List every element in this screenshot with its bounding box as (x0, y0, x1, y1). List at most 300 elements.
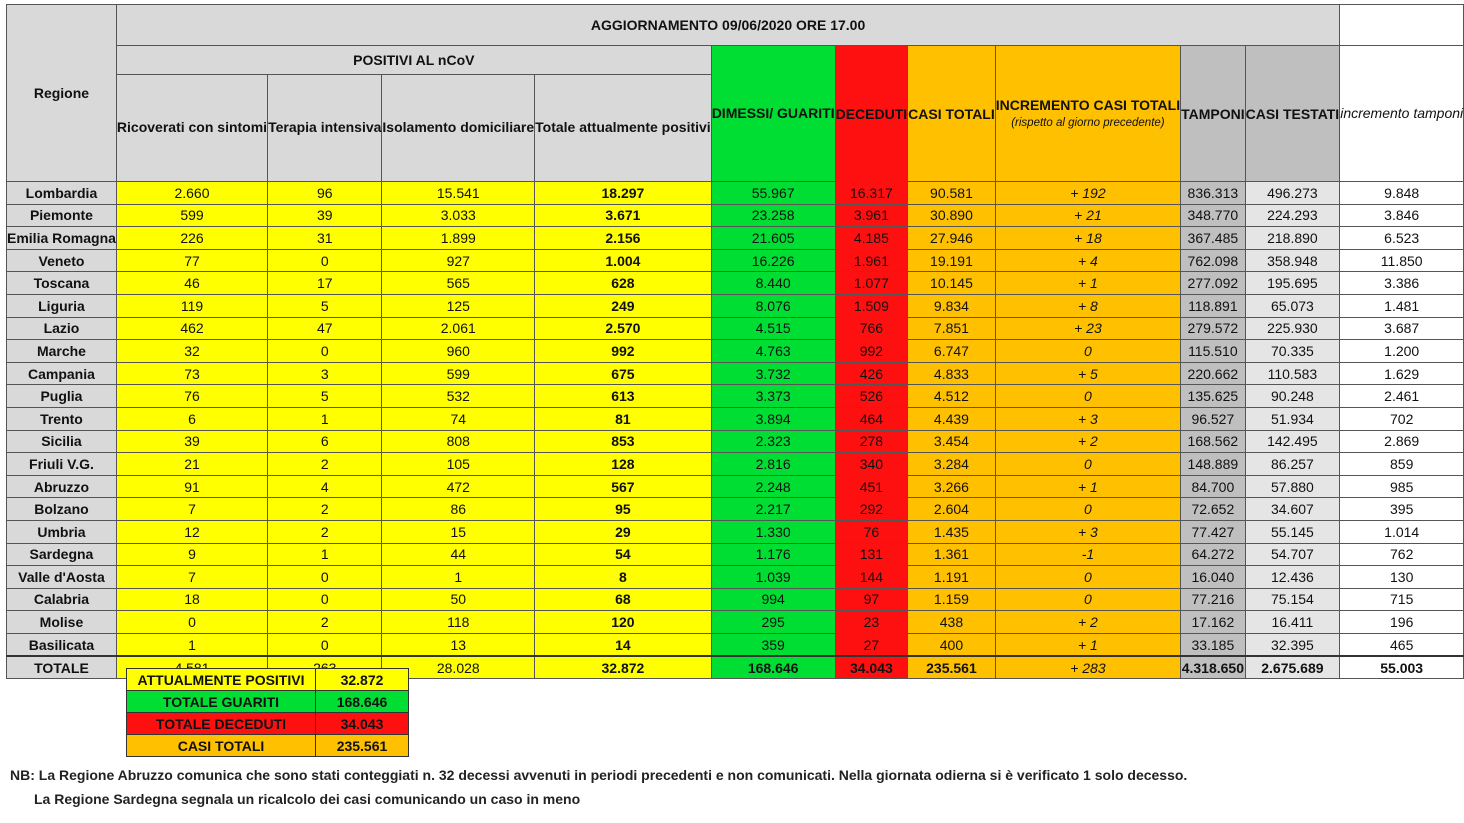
cell-region: Piemonte (7, 204, 117, 227)
cell-deceduti: 464 (835, 407, 908, 430)
summary-table (126, 668, 409, 757)
cell-terapia: 0 (268, 340, 382, 363)
summary-label: ATTUALMENTE POSITIVI (127, 669, 316, 691)
cell-ricoverati: 91 (116, 475, 267, 498)
cell-dimessi: 4.515 (711, 317, 835, 340)
cell-totale-positivi: 567 (535, 475, 712, 498)
cell-isolamento: 125 (382, 294, 535, 317)
cell-casi-testati: 86.257 (1245, 453, 1340, 476)
cell-terapia: 0 (268, 633, 382, 656)
cell-incremento: + 8 (995, 294, 1180, 317)
cell-incremento-tamponi: 465 (1340, 633, 1464, 656)
cell-incremento-tamponi: 130 (1340, 566, 1464, 589)
cell-dimessi: 2.248 (711, 475, 835, 498)
cell-casi-testati: 90.248 (1245, 385, 1340, 408)
cell-terapia: 3 (268, 362, 382, 385)
cell-casi-totali: 9.834 (908, 294, 996, 317)
cell-casi-totali: 4.439 (908, 407, 996, 430)
cell-region: Sardegna (7, 543, 117, 566)
cell-dimessi: 2.323 (711, 430, 835, 453)
cell-terapia: 2 (268, 611, 382, 634)
cell-tamponi: 16.040 (1181, 566, 1246, 589)
cell-deceduti: 4.185 (835, 227, 908, 250)
cell-casi-totali: 7.851 (908, 317, 996, 340)
cell-deceduti: 16.317 (835, 182, 908, 205)
cell-incremento-tamponi: 3.846 (1340, 204, 1464, 227)
summary-value: 235.561 (316, 735, 409, 757)
cell-incremento: + 1 (995, 633, 1180, 656)
cell-casi-totali: 235.561 (908, 656, 996, 679)
cell-incremento-tamponi: 1.629 (1340, 362, 1464, 385)
table-row (7, 453, 1464, 476)
cell-deceduti: 451 (835, 475, 908, 498)
cell-dimessi: 8.076 (711, 294, 835, 317)
cell-ricoverati: 7 (116, 566, 267, 589)
cell-incremento: + 1 (995, 272, 1180, 295)
cell-incremento: + 2 (995, 611, 1180, 634)
cell-casi-totali: 10.145 (908, 272, 996, 295)
cell-isolamento: 13 (382, 633, 535, 656)
cell-isolamento: 15.541 (382, 182, 535, 205)
cell-casi-testati: 16.411 (1245, 611, 1340, 634)
cell-terapia: 6 (268, 430, 382, 453)
cell-casi-totali: 400 (908, 633, 996, 656)
cell-incremento-tamponi: 3.386 (1340, 272, 1464, 295)
header-dimessi: DIMESSI/ GUARITI (711, 46, 835, 182)
cell-totale-positivi: 675 (535, 362, 712, 385)
cell-deceduti: 34.043 (835, 656, 908, 679)
cell-region: Trento (7, 407, 117, 430)
table-row (7, 475, 1464, 498)
cell-isolamento: 50 (382, 588, 535, 611)
cell-casi-testati: 51.934 (1245, 407, 1340, 430)
cell-terapia: 4 (268, 475, 382, 498)
cell-incremento-tamponi: 196 (1340, 611, 1464, 634)
cell-terapia: 39 (268, 204, 382, 227)
cell-dimessi: 4.763 (711, 340, 835, 363)
cell-region: Bolzano (7, 498, 117, 521)
cell-tamponi: 84.700 (1181, 475, 1246, 498)
cell-region: Lombardia (7, 182, 117, 205)
cell-dimessi: 3.894 (711, 407, 835, 430)
cell-incremento-tamponi: 1.014 (1340, 520, 1464, 543)
cell-isolamento: 599 (382, 362, 535, 385)
table-row (7, 430, 1464, 453)
cell-tamponi: 64.272 (1181, 543, 1246, 566)
cell-casi-testati: 12.436 (1245, 566, 1340, 589)
cell-casi-totali: 90.581 (908, 182, 996, 205)
cell-casi-totali: 3.454 (908, 430, 996, 453)
cell-totale-positivi: 613 (535, 385, 712, 408)
cell-incremento-tamponi: 859 (1340, 453, 1464, 476)
cell-incremento-tamponi: 11.850 (1340, 249, 1464, 272)
cell-casi-totali: 1.191 (908, 566, 996, 589)
cell-region: Umbria (7, 520, 117, 543)
cell-isolamento: 118 (382, 611, 535, 634)
cell-casi-testati: 34.607 (1245, 498, 1340, 521)
cell-tamponi: 72.652 (1181, 498, 1246, 521)
cell-deceduti: 526 (835, 385, 908, 408)
cell-isolamento: 15 (382, 520, 535, 543)
cell-isolamento: 28.028 (382, 656, 535, 679)
header-isolamento: Isolamento domiciliare (382, 75, 535, 182)
cell-incremento: + 18 (995, 227, 1180, 250)
table-row (7, 520, 1464, 543)
cell-casi-testati: 110.583 (1245, 362, 1340, 385)
cell-incremento: 0 (995, 588, 1180, 611)
summary-row (127, 713, 409, 735)
table-row (7, 543, 1464, 566)
cell-region: Veneto (7, 249, 117, 272)
regional-data-table (6, 4, 1464, 679)
cell-ricoverati: 12 (116, 520, 267, 543)
cell-region: Abruzzo (7, 475, 117, 498)
header-incremento (995, 46, 1180, 182)
cell-deceduti: 426 (835, 362, 908, 385)
cell-incremento: + 23 (995, 317, 1180, 340)
cell-dimessi: 16.226 (711, 249, 835, 272)
header-deceduti: DECEDUTI (835, 46, 908, 182)
cell-ricoverati: 39 (116, 430, 267, 453)
table-row (7, 272, 1464, 295)
cell-ricoverati: 32 (116, 340, 267, 363)
header-ricoverati: Ricoverati con sintomi (116, 75, 267, 182)
cell-isolamento: 1 (382, 566, 535, 589)
cell-isolamento: 1.899 (382, 227, 535, 250)
cell-tamponi: 77.216 (1181, 588, 1246, 611)
cell-deceduti: 1.509 (835, 294, 908, 317)
cell-casi-totali: 1.159 (908, 588, 996, 611)
cell-terapia: 0 (268, 566, 382, 589)
cell-totale-positivi: 29 (535, 520, 712, 543)
cell-casi-totali: 27.946 (908, 227, 996, 250)
cell-region: Marche (7, 340, 117, 363)
header-positivi-group: POSITIVI AL nCoV (116, 46, 711, 75)
summary-value: 34.043 (316, 713, 409, 735)
cell-ricoverati: 6 (116, 407, 267, 430)
header-incremento-label: INCREMENTO CASI TOTALI (995, 96, 1181, 113)
summary-label: TOTALE DECEDUTI (127, 713, 316, 735)
cell-region: Lazio (7, 317, 117, 340)
cell-terapia: 2 (268, 520, 382, 543)
cell-casi-testati: 54.707 (1245, 543, 1340, 566)
cell-tamponi: 168.562 (1181, 430, 1246, 453)
cell-ricoverati: 7 (116, 498, 267, 521)
cell-incremento: 0 (995, 385, 1180, 408)
cell-ricoverati: 119 (116, 294, 267, 317)
cell-deceduti: 144 (835, 566, 908, 589)
cell-incremento: 0 (995, 340, 1180, 363)
cell-totale-positivi: 1.004 (535, 249, 712, 272)
cell-terapia: 2 (268, 498, 382, 521)
table-row (7, 633, 1464, 656)
cell-region: Basilicata (7, 633, 117, 656)
cell-incremento: + 192 (995, 182, 1180, 205)
cell-dimessi: 1.039 (711, 566, 835, 589)
table-row (7, 566, 1464, 589)
cell-casi-totali: 3.266 (908, 475, 996, 498)
cell-ricoverati: 226 (116, 227, 267, 250)
cell-incremento-tamponi: 762 (1340, 543, 1464, 566)
cell-totale-positivi: 992 (535, 340, 712, 363)
cell-dimessi: 2.816 (711, 453, 835, 476)
table-row (7, 362, 1464, 385)
cell-terapia: 1 (268, 407, 382, 430)
cell-isolamento: 74 (382, 407, 535, 430)
cell-deceduti: 766 (835, 317, 908, 340)
cell-region: Sicilia (7, 430, 117, 453)
cell-dimessi: 55.967 (711, 182, 835, 205)
cell-totale-positivi: 249 (535, 294, 712, 317)
cell-deceduti: 340 (835, 453, 908, 476)
cell-deceduti: 131 (835, 543, 908, 566)
cell-isolamento: 808 (382, 430, 535, 453)
table-row (7, 227, 1464, 250)
cell-region: Campania (7, 362, 117, 385)
cell-ricoverati: 73 (116, 362, 267, 385)
cell-dimessi: 2.217 (711, 498, 835, 521)
cell-totale-positivi: 8 (535, 566, 712, 589)
cell-region: Emilia Romagna (7, 227, 117, 250)
cell-dimessi: 1.330 (711, 520, 835, 543)
cell-ricoverati: 46 (116, 272, 267, 295)
cell-tamponi: 77.427 (1181, 520, 1246, 543)
table-body (7, 182, 1464, 679)
cell-deceduti: 278 (835, 430, 908, 453)
cell-casi-totali: 4.833 (908, 362, 996, 385)
cell-tamponi: 348.770 (1181, 204, 1246, 227)
note-sardegna: La Regione Sardegna segnala un ricalcolo dei casi comunicando un caso in meno (34, 791, 581, 807)
cell-deceduti: 1.961 (835, 249, 908, 272)
header-incremento-tamponi: incremento tamponi (1340, 46, 1464, 182)
cell-totale-positivi: 18.297 (535, 182, 712, 205)
cell-ricoverati: 76 (116, 385, 267, 408)
header-region: Regione (7, 5, 117, 182)
cell-tamponi: 33.185 (1181, 633, 1246, 656)
cell-tamponi: 115.510 (1181, 340, 1246, 363)
cell-casi-testati: 55.145 (1245, 520, 1340, 543)
cell-totale-positivi: 32.872 (535, 656, 712, 679)
cell-totale-positivi: 120 (535, 611, 712, 634)
cell-incremento-tamponi: 715 (1340, 588, 1464, 611)
cell-incremento: 0 (995, 566, 1180, 589)
cell-dimessi: 359 (711, 633, 835, 656)
cell-incremento: + 1 (995, 475, 1180, 498)
cell-region: Friuli V.G. (7, 453, 117, 476)
cell-tamponi: 279.572 (1181, 317, 1246, 340)
cell-casi-testati: 225.930 (1245, 317, 1340, 340)
header-terapia: Terapia intensiva (268, 75, 382, 182)
cell-isolamento: 565 (382, 272, 535, 295)
cell-isolamento: 86 (382, 498, 535, 521)
cell-region: Toscana (7, 272, 117, 295)
cell-deceduti: 23 (835, 611, 908, 634)
cell-tamponi: 118.891 (1181, 294, 1246, 317)
table-row (7, 407, 1464, 430)
header-casi-testati: CASI TESTATI (1245, 46, 1340, 182)
table-row (7, 611, 1464, 634)
cell-dimessi: 23.258 (711, 204, 835, 227)
cell-casi-testati: 57.880 (1245, 475, 1340, 498)
table-row (7, 340, 1464, 363)
cell-incremento-tamponi: 9.848 (1340, 182, 1464, 205)
cell-ricoverati: 462 (116, 317, 267, 340)
cell-deceduti: 292 (835, 498, 908, 521)
cell-isolamento: 105 (382, 453, 535, 476)
cell-ricoverati: 18 (116, 588, 267, 611)
cell-casi-totali: 2.604 (908, 498, 996, 521)
cell-tamponi: 762.098 (1181, 249, 1246, 272)
cell-terapia: 47 (268, 317, 382, 340)
table-row (7, 182, 1464, 205)
cell-totale-positivi: 128 (535, 453, 712, 476)
cell-region: Calabria (7, 588, 117, 611)
cell-ricoverati: 599 (116, 204, 267, 227)
cell-terapia: 5 (268, 294, 382, 317)
covid-report (6, 4, 1464, 679)
table-row (7, 294, 1464, 317)
header-totale-positivi: Totale attualmente positivi (535, 75, 712, 182)
cell-terapia: 31 (268, 227, 382, 250)
cell-region: Puglia (7, 385, 117, 408)
cell-casi-totali: 1.435 (908, 520, 996, 543)
summary-value: 168.646 (316, 691, 409, 713)
cell-dimessi: 168.646 (711, 656, 835, 679)
cell-incremento-tamponi: 1.481 (1340, 294, 1464, 317)
cell-isolamento: 44 (382, 543, 535, 566)
cell-ricoverati: 9 (116, 543, 267, 566)
cell-incremento-tamponi: 2.869 (1340, 430, 1464, 453)
cell-dimessi: 8.440 (711, 272, 835, 295)
cell-dimessi: 295 (711, 611, 835, 634)
cell-incremento: 0 (995, 498, 1180, 521)
cell-casi-testati: 75.154 (1245, 588, 1340, 611)
table-row (7, 588, 1464, 611)
cell-isolamento: 472 (382, 475, 535, 498)
cell-isolamento: 2.061 (382, 317, 535, 340)
header-blank (1340, 5, 1464, 46)
table-row (7, 249, 1464, 272)
cell-totale-positivi: 2.570 (535, 317, 712, 340)
cell-casi-totali: 438 (908, 611, 996, 634)
table-row (7, 498, 1464, 521)
cell-incremento-tamponi: 2.461 (1340, 385, 1464, 408)
cell-dimessi: 1.176 (711, 543, 835, 566)
cell-casi-testati: 32.395 (1245, 633, 1340, 656)
cell-totale-positivi: 3.671 (535, 204, 712, 227)
cell-casi-testati: 2.675.689 (1245, 656, 1340, 679)
cell-region: Molise (7, 611, 117, 634)
cell-casi-totali: 19.191 (908, 249, 996, 272)
cell-casi-totali: 6.747 (908, 340, 996, 363)
cell-tamponi: 148.889 (1181, 453, 1246, 476)
cell-region: Valle d'Aosta (7, 566, 117, 589)
cell-casi-totali: 1.361 (908, 543, 996, 566)
cell-incremento-tamponi: 702 (1340, 407, 1464, 430)
cell-totale-positivi: 81 (535, 407, 712, 430)
cell-tamponi: 836.313 (1181, 182, 1246, 205)
cell-casi-testati: 142.495 (1245, 430, 1340, 453)
cell-casi-testati: 195.695 (1245, 272, 1340, 295)
cell-incremento: 0 (995, 453, 1180, 476)
cell-ricoverati: 21 (116, 453, 267, 476)
note-abruzzo: NB: La Regione Abruzzo comunica che sono stati conteggiati n. 32 decessi avvenuti in periodi precedenti e non comunicati. Nella giornata odierna si è verificato 1 solo decesso. (10, 767, 1188, 783)
cell-deceduti: 3.961 (835, 204, 908, 227)
cell-tamponi: 367.485 (1181, 227, 1246, 250)
cell-ricoverati: 77 (116, 249, 267, 272)
summary-value: 32.872 (316, 669, 409, 691)
cell-dimessi: 994 (711, 588, 835, 611)
cell-incremento-tamponi: 55.003 (1340, 656, 1464, 679)
cell-incremento: + 21 (995, 204, 1180, 227)
cell-casi-testati: 65.073 (1245, 294, 1340, 317)
cell-tamponi: 135.625 (1181, 385, 1246, 408)
cell-incremento: + 4 (995, 249, 1180, 272)
cell-region: Liguria (7, 294, 117, 317)
cell-terapia: 96 (268, 182, 382, 205)
cell-isolamento: 927 (382, 249, 535, 272)
cell-totale-positivi: 2.156 (535, 227, 712, 250)
header-casi-totali: CASI TOTALI (908, 46, 996, 182)
summary-row (127, 691, 409, 713)
cell-deceduti: 76 (835, 520, 908, 543)
cell-totale-positivi: 54 (535, 543, 712, 566)
cell-tamponi: 17.162 (1181, 611, 1246, 634)
cell-terapia: 1 (268, 543, 382, 566)
cell-terapia: 17 (268, 272, 382, 295)
cell-incremento: + 2 (995, 430, 1180, 453)
cell-deceduti: 992 (835, 340, 908, 363)
cell-tamponi: 4.318.650 (1181, 656, 1246, 679)
cell-incremento: + 3 (995, 520, 1180, 543)
cell-totale-positivi: 68 (535, 588, 712, 611)
cell-casi-totali: 4.512 (908, 385, 996, 408)
cell-tamponi: 277.092 (1181, 272, 1246, 295)
cell-dimessi: 3.373 (711, 385, 835, 408)
cell-isolamento: 960 (382, 340, 535, 363)
cell-casi-totali: 30.890 (908, 204, 996, 227)
cell-incremento-tamponi: 1.200 (1340, 340, 1464, 363)
cell-terapia: 5 (268, 385, 382, 408)
cell-deceduti: 97 (835, 588, 908, 611)
cell-casi-testati: 70.335 (1245, 340, 1340, 363)
cell-incremento-tamponi: 985 (1340, 475, 1464, 498)
cell-totale-positivi: 628 (535, 272, 712, 295)
cell-casi-testati: 496.273 (1245, 182, 1340, 205)
cell-dimessi: 3.732 (711, 362, 835, 385)
cell-incremento: -1 (995, 543, 1180, 566)
cell-incremento-tamponi: 395 (1340, 498, 1464, 521)
cell-incremento: + 3 (995, 407, 1180, 430)
cell-casi-testati: 358.948 (1245, 249, 1340, 272)
cell-totale-positivi: 95 (535, 498, 712, 521)
table-row (7, 204, 1464, 227)
cell-incremento-tamponi: 3.687 (1340, 317, 1464, 340)
cell-isolamento: 3.033 (382, 204, 535, 227)
cell-deceduti: 27 (835, 633, 908, 656)
cell-terapia: 2 (268, 453, 382, 476)
summary-row (127, 669, 409, 691)
cell-totale-positivi: 14 (535, 633, 712, 656)
cell-isolamento: 532 (382, 385, 535, 408)
cell-casi-totali: 3.284 (908, 453, 996, 476)
cell-tamponi: 96.527 (1181, 407, 1246, 430)
header-incremento-sub: (rispetto al giorno precedente) (1011, 116, 1165, 129)
table-row (7, 317, 1464, 340)
cell-totale-positivi: 853 (535, 430, 712, 453)
cell-incremento: + 5 (995, 362, 1180, 385)
cell-ricoverati: 1 (116, 633, 267, 656)
